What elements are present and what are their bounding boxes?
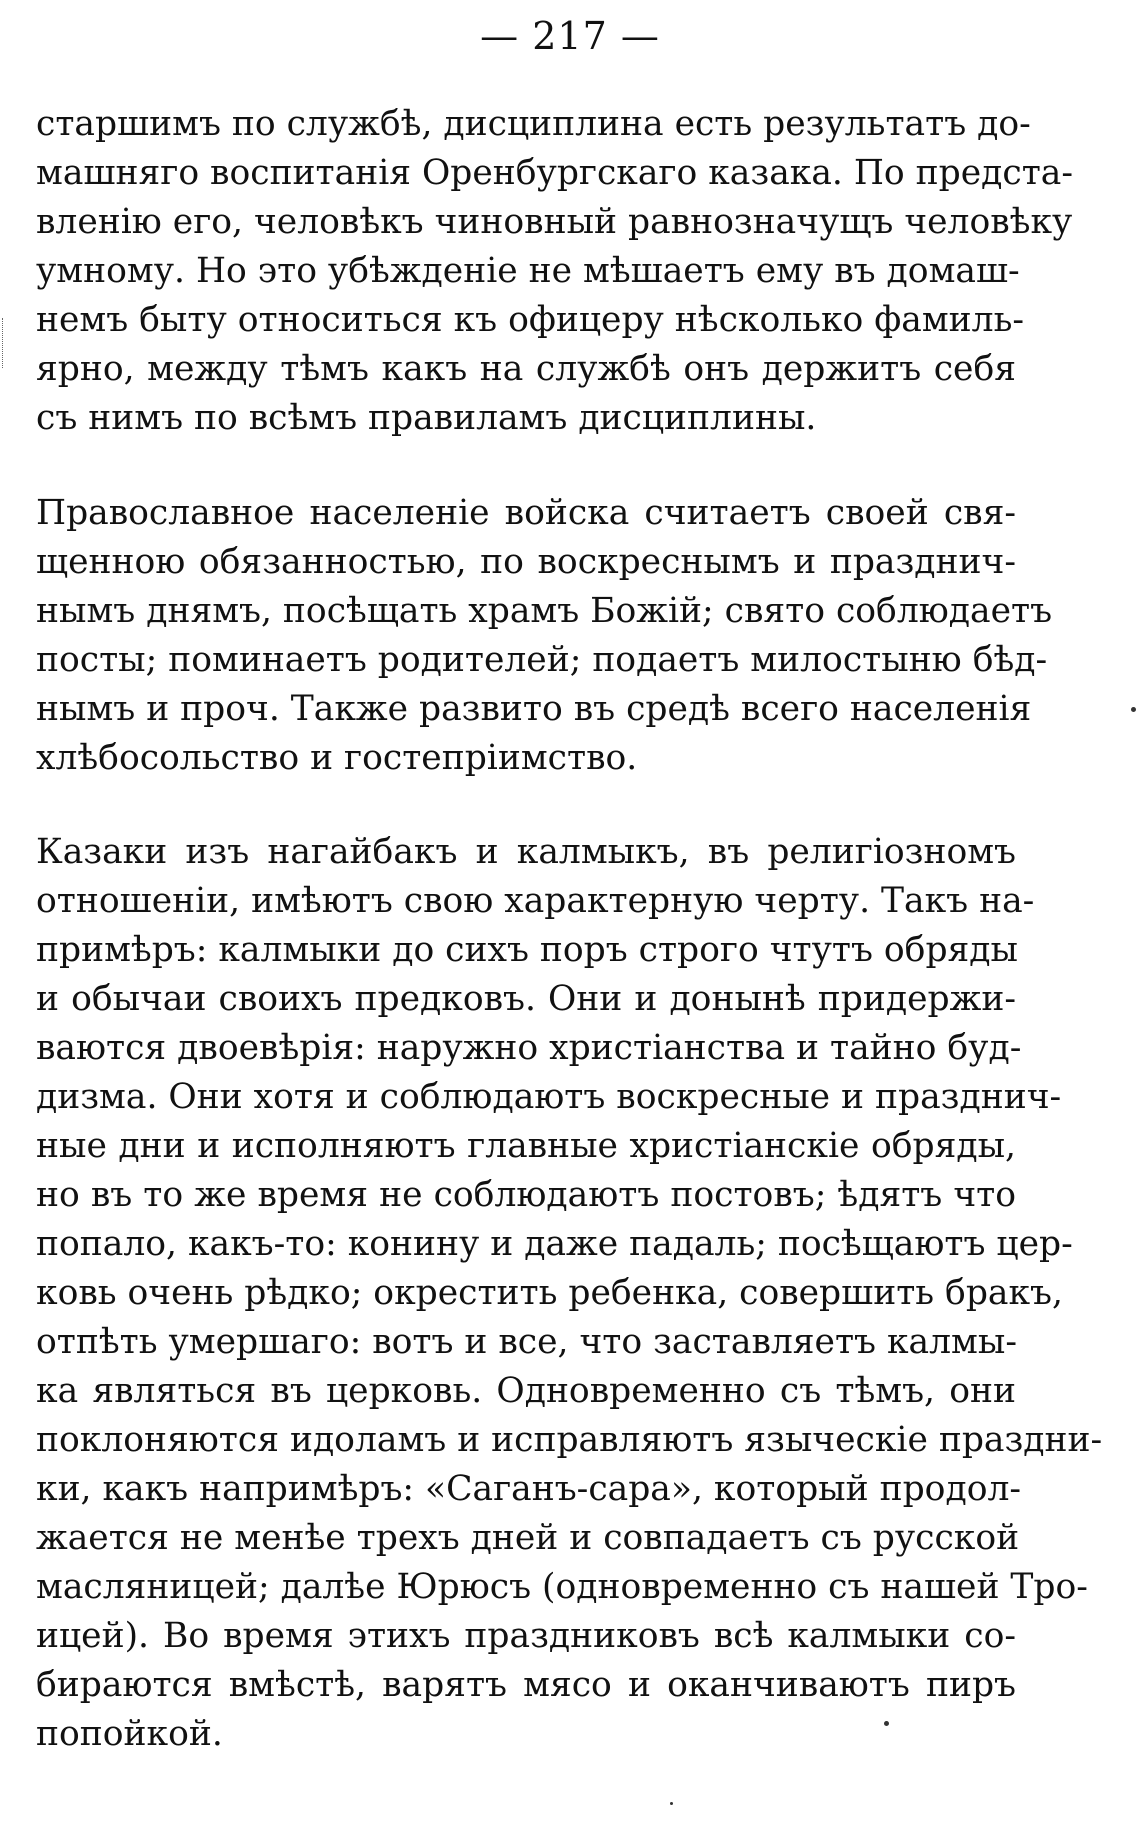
text-line: Православное населеніе войска считаетъ своей свя-: [36, 493, 1016, 533]
ink-speck: [670, 1802, 673, 1805]
text-line: жается не менѣе трехъ дней и совпадаетъ съ русской: [36, 1518, 1020, 1558]
paragraph-1: [36, 100, 1074, 443]
text-line: бираются вмѣстѣ, варятъ мясо и оканчиваютъ пиръ: [36, 1665, 1016, 1705]
text-line: ваются двоевѣрія: наружно христіанства и тайно буд-: [36, 1028, 1022, 1068]
margin-mark: [2, 318, 9, 368]
text-line: старшимъ по службѣ, дисциплина есть результатъ до-: [36, 104, 1031, 144]
text-line: Казаки изъ нагайбакъ и калмыкъ, въ религіозномъ: [36, 832, 1016, 872]
text-line: посты; поминаетъ родителей; подаетъ милостыню бѣд-: [36, 640, 1048, 680]
text-line: поклоняются идоламъ и исправляютъ языческіе праздни-: [36, 1420, 1103, 1460]
ink-speck: [884, 1721, 889, 1726]
text-line: ярно, между тѣмъ какъ на службѣ онъ держитъ себя: [36, 349, 1016, 389]
text-line: ка являться въ церковь. Одновременно съ тѣмъ, они: [36, 1371, 1016, 1411]
text-line: масляницей; далѣе Юрюсъ (одновременно съ нашей Тро-: [36, 1567, 1088, 1607]
text-line: и обычаи своихъ предковъ. Они и донынѣ придержи-: [36, 979, 1016, 1019]
text-line: отпѣть умершаго: вотъ и все, что заставляетъ калмы-: [36, 1322, 1017, 1362]
text-line: дизма. Они хотя и соблюдаютъ воскресные и празднич-: [36, 1077, 1062, 1117]
text-line: попойкой.: [36, 1714, 223, 1754]
text-line: ицей). Во время этихъ праздниковъ всѣ калмыки со-: [36, 1616, 1016, 1656]
text-line: машняго воспитанія Оренбургскаго казака. По предста-: [36, 153, 1074, 193]
text-line: примѣръ: калмыки до сихъ поръ строго чтутъ обряды: [36, 930, 1019, 970]
text-line: нымъ днямъ, посѣщать храмъ Божій; свято соблюдаетъ: [36, 591, 1053, 631]
paragraph-3: [36, 828, 1103, 1759]
text-line: умному. Но это убѣжденіе не мѣшаетъ ему въ домаш-: [36, 251, 1020, 291]
text-line: щенною обязанностью, по воскреснымъ и празднич-: [36, 542, 1016, 582]
text-line: отношеніи, имѣютъ свою характерную черту. Такъ на-: [36, 881, 1035, 921]
text-line: немъ быту относиться къ офицеру нѣсколько фамиль-: [36, 300, 1025, 340]
text-line: ные дни и исполняютъ главные христіанскіе обряды,: [36, 1126, 1016, 1166]
text-line: но въ то же время не соблюдаютъ постовъ; ѣдятъ что: [36, 1175, 1016, 1215]
ink-speck: [1131, 707, 1136, 712]
text-line: съ нимъ по всѣмъ правиламъ дисциплины.: [36, 398, 817, 438]
text-line: хлѣбосольство и гостепріимство.: [36, 738, 638, 778]
text-line: вленію его, человѣкъ чиновный равнозначущъ человѣку: [36, 202, 1073, 242]
page-number: — 217 —: [480, 14, 660, 58]
text-line: попало, какъ-то: конину и даже падаль; посѣщаютъ цер-: [36, 1224, 1073, 1264]
paragraph-2: [36, 489, 1053, 783]
text-line: ковь очень рѣдко; окрестить ребенка, совершить бракъ,: [36, 1273, 1063, 1313]
text-line: нымъ и проч. Также развито въ средѣ всего населенія: [36, 689, 1032, 729]
text-line: ки, какъ напримѣръ: «Саганъ-сара», который продол-: [36, 1469, 1022, 1509]
